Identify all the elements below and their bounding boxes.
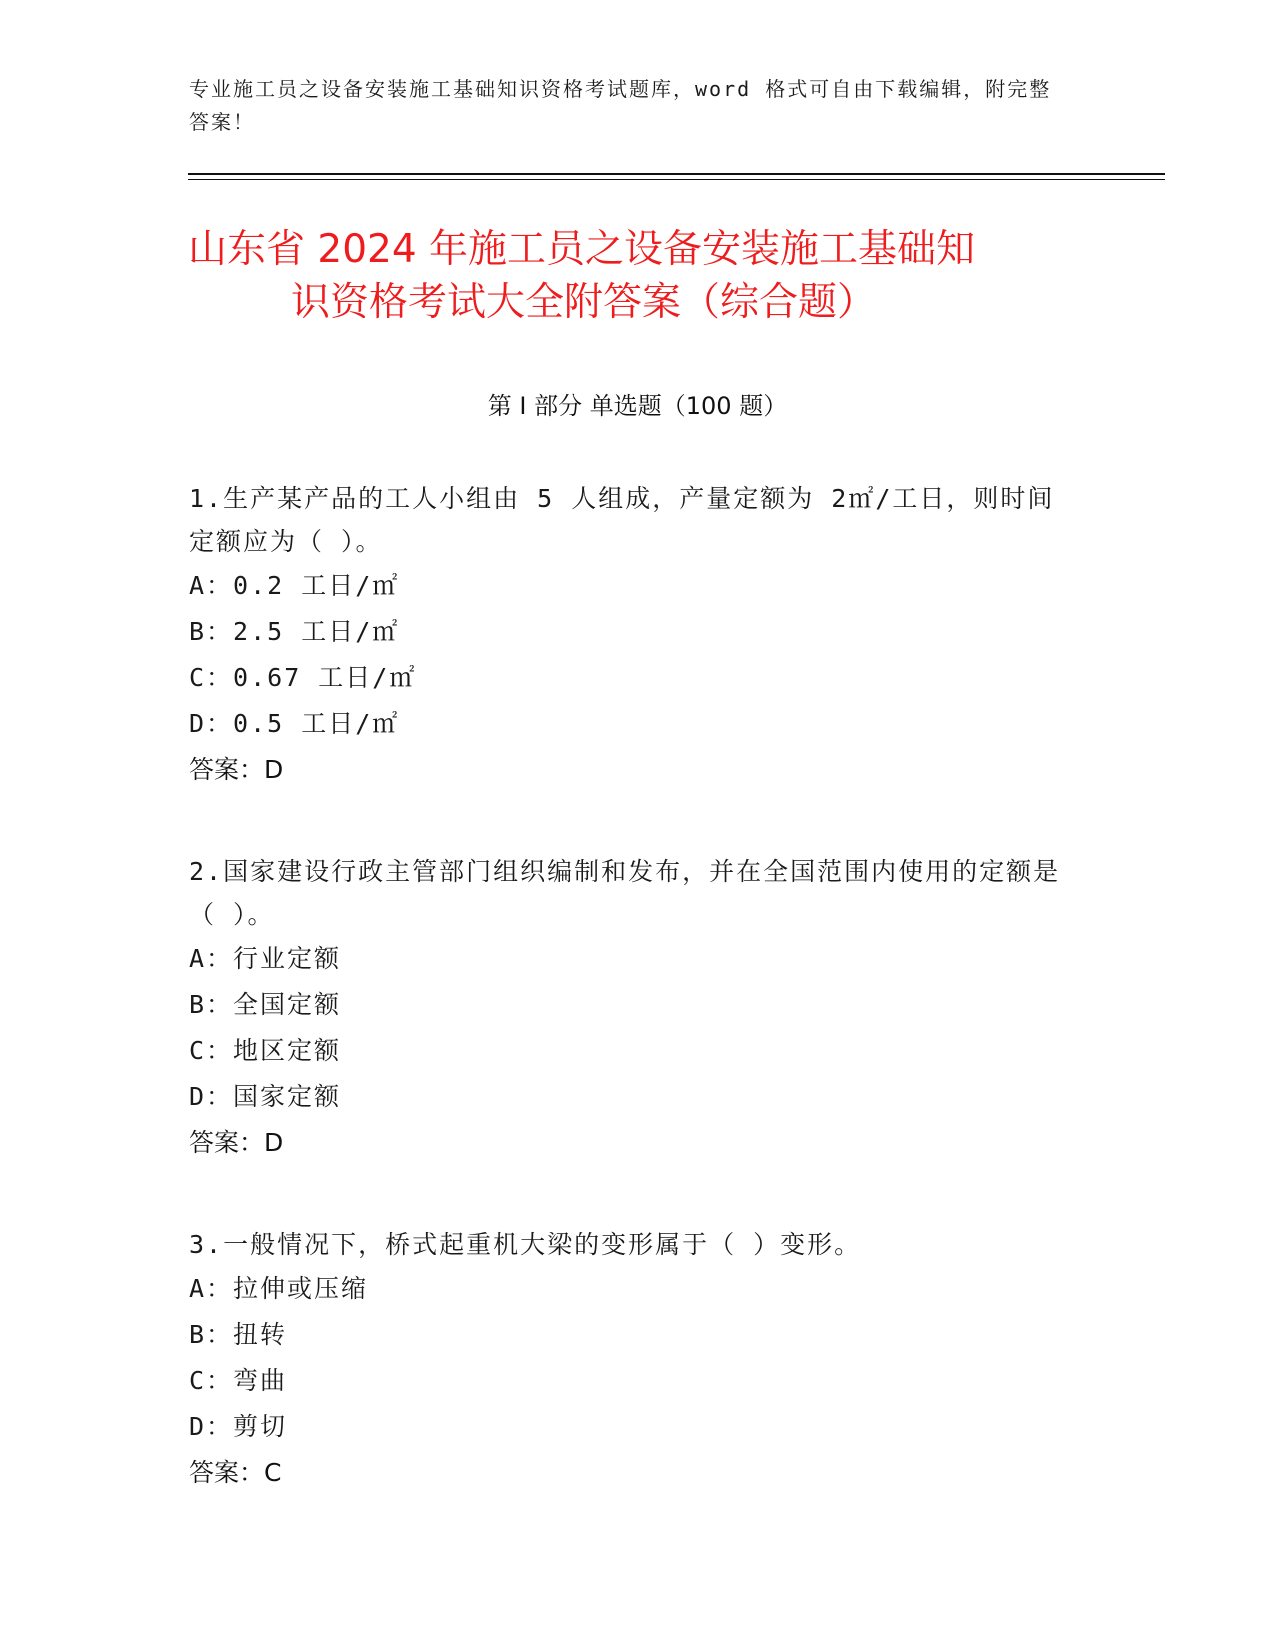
document-title-line-1: 山东省 2024 年施工员之设备安装施工基础知 [188,227,976,272]
option-b: B：全国定额 [189,990,342,1019]
option-d: D：国家定额 [189,1082,342,1111]
question-1 [189,477,1089,793]
option-d: D：剪切 [189,1412,288,1441]
question-stem: 1.生产某产品的工人小组由 5 人组成，产量定额为 2㎡/工日，则时间定额应为（ ）。 [189,484,1055,556]
option-a: A：0.2 工日/㎡ [189,571,400,600]
answer-line: 答案：C [189,1458,282,1487]
question-3 [189,1223,1089,1496]
question-spacer [189,793,1089,850]
option-a: A：拉伸或压缩 [189,1274,369,1303]
question-stem: 3.一般情况下，桥式起重机大梁的变形属于（ ）变形。 [189,1230,862,1259]
section-heading: 第 I 部分 单选题（100 题） [487,392,788,420]
question-list [189,477,1089,1496]
option-c: C：0.67 工日/㎡ [189,663,417,692]
answer-line: 答案：D [189,1128,284,1157]
document-title-line-2: 识资格考试大全附答案（综合题） [291,280,877,325]
option-d: D：0.5 工日/㎡ [189,709,400,738]
header-note: 专业施工员之设备安装施工基础知识资格考试题库，word 格式可自由下载编辑，附完整答案！ [189,77,1052,134]
header-divider-thick [188,173,1165,175]
answer-line: 答案：D [189,755,284,784]
option-b: B：扭转 [189,1320,288,1349]
option-c: C：地区定额 [189,1036,342,1065]
question-stem: 2.国家建设行政主管部门组织编制和发布，并在全国范围内使用的定额是（ ）。 [189,857,1061,929]
document-title [188,223,1088,329]
question-spacer [189,1166,1089,1223]
option-b: B：2.5 工日/㎡ [189,617,400,646]
option-c: C：弯曲 [189,1366,288,1395]
option-a: A：行业定额 [189,944,342,973]
question-2 [189,850,1089,1166]
header-divider-thin [188,179,1165,180]
